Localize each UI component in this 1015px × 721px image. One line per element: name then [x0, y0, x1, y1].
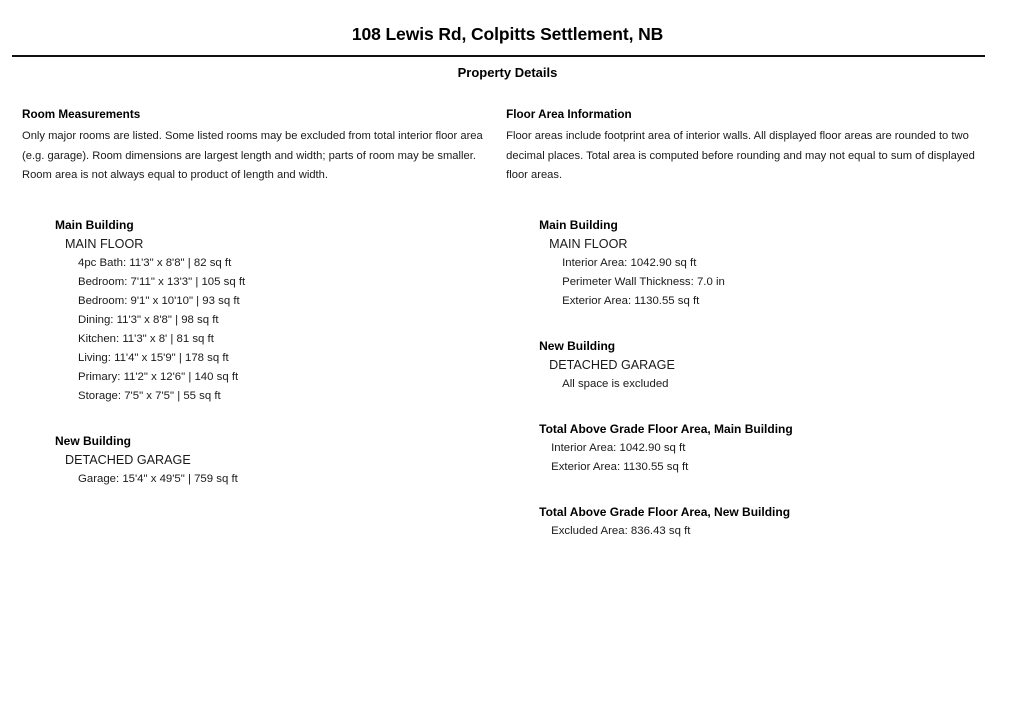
floor-area-group — [506, 216, 993, 311]
floor-area-column — [506, 107, 993, 541]
total-heading: Total Above Grade Floor Area, New Building — [539, 504, 791, 519]
room-measurements-intro: Only major rooms are listed. Some listed rooms may be excluded from total interior floor area (e.g. garage). Room dimensions are largest length and width; parts of room may be smaller. Room area is not always equal to product of length and width. — [22, 130, 483, 181]
building-name: Main Building — [55, 217, 134, 232]
total-floor-area-group — [506, 420, 993, 477]
room-measurement-line: Bedroom: 7'11" x 13'3" | 105 sq ft — [78, 275, 246, 288]
room-measurement-line: Primary: 11'2" x 12'6" | 140 sq ft — [78, 370, 239, 383]
floor-area-line: Exterior Area: 1130.55 sq ft — [562, 294, 700, 307]
content-columns — [0, 107, 1015, 541]
level-name: DETACHED GARAGE — [549, 357, 675, 372]
total-floor-area-group — [506, 503, 993, 541]
total-heading: Total Above Grade Floor Area, Main Building — [539, 421, 793, 436]
building-name: New Building — [55, 433, 131, 448]
floor-area-line: Perimeter Wall Thickness: 7.0 in — [562, 275, 725, 288]
floor-area-intro: Floor areas include footprint area of interior walls. All displayed floor areas are rounded to two decimal places. Total area is computed before rounding and may not equal to sum of displayed floor areas. — [506, 130, 975, 181]
room-measurement-line: Living: 11'4" x 15'9" | 178 sq ft — [78, 351, 229, 364]
level-name: MAIN FLOOR — [549, 236, 628, 251]
room-measurement-line: Bedroom: 9'1" x 10'10" | 93 sq ft — [78, 294, 240, 307]
building-name: Main Building — [539, 217, 618, 232]
page-title: 108 Lewis Rd, Colpitts Settlement, NB — [351, 24, 664, 44]
page-subtitle: Property Details — [457, 65, 558, 80]
level-name: DETACHED GARAGE — [65, 452, 191, 467]
room-measurement-line: Garage: 15'4" x 49'5" | 759 sq ft — [78, 472, 238, 485]
floor-area-groups — [506, 216, 993, 394]
room-measurement-line: Kitchen: 11'3" x 8' | 81 sq ft — [78, 332, 214, 345]
level-name: MAIN FLOOR — [65, 236, 144, 251]
floor-area-line: All space is excluded — [562, 377, 669, 390]
floor-area-line: Interior Area: 1042.90 sq ft — [562, 256, 697, 269]
total-area-line: Interior Area: 1042.90 sq ft — [551, 441, 686, 454]
building-name: New Building — [539, 338, 616, 353]
room-measurement-groups — [22, 216, 498, 489]
room-group — [22, 432, 498, 489]
total-area-line: Exterior Area: 1130.55 sq ft — [551, 460, 689, 473]
room-group — [22, 216, 498, 406]
room-measurement-line: Storage: 7'5" x 7'5" | 55 sq ft — [78, 389, 221, 402]
floor-area-heading: Floor Area Information — [506, 108, 632, 121]
room-measurement-line: Dining: 11'3" x 8'8" | 98 sq ft — [78, 313, 219, 326]
room-measurement-line: 4pc Bath: 11'3" x 8'8" | 82 sq ft — [78, 256, 232, 269]
room-measurements-heading: Room Measurements — [22, 108, 141, 121]
room-measurements-column — [22, 107, 506, 489]
floor-area-totals — [506, 420, 993, 541]
floor-area-group — [506, 337, 993, 394]
total-area-line: Excluded Area: 836.43 sq ft — [551, 524, 691, 537]
